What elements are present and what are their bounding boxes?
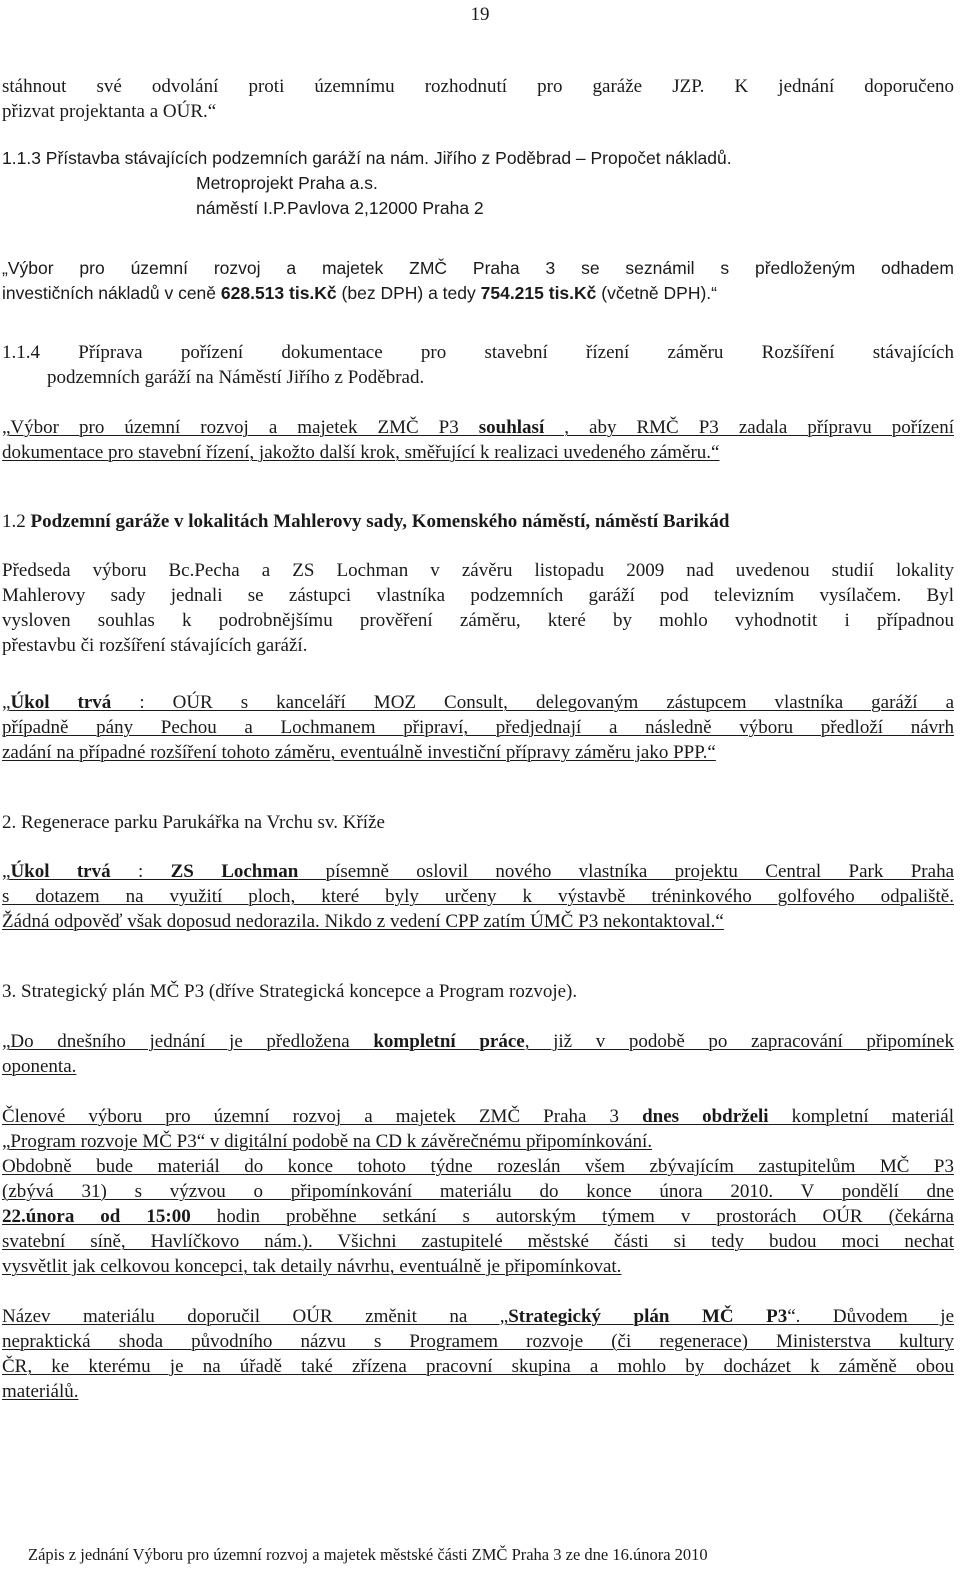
text-run: kompletní materiál xyxy=(768,1106,954,1127)
text-run: svatební síně, Havlíčkovo nám.). Všichni zastupitelé městské části si tedy budou moci nechat xyxy=(2,1231,954,1252)
text-line xyxy=(2,609,954,633)
text-line xyxy=(2,341,954,365)
text-run: případně pány Pechou a Lochmanem připraví, předjednají a následně výboru předloží návrh xyxy=(2,717,954,738)
text-run: : xyxy=(110,861,171,882)
text-line xyxy=(2,1380,79,1404)
text-run: stáhnout své odvolání proti územnímu rozhodnutí pro garáže JZP. K jednání doporučeno xyxy=(2,76,954,97)
bold-text: Strategický plán MČ P3 xyxy=(508,1306,788,1327)
text-run: „Do dnešního jednání je předložena xyxy=(2,1031,374,1052)
text-line xyxy=(2,860,954,884)
text-run: vysloven souhlas k podrobnějšímu prověření záměru, které by mohlo vyhodnotit i případnou xyxy=(2,610,954,631)
text-line xyxy=(2,1255,621,1279)
text-run: : OÚR s kanceláří MOZ Consult, delegovaným zástupcem vlastníka garáží a xyxy=(111,692,955,713)
text-line xyxy=(2,256,954,280)
text-line xyxy=(2,100,216,124)
text-run: zadání na případné rozšíření tohoto záměru, eventuálně investiční přípravy záměru jako PPP.“ xyxy=(2,742,716,763)
text-run: písemně oslovil nového vlastníka projektu Central Park Praha xyxy=(298,861,955,882)
text-run: , aby RMČ P3 zadala přípravu pořízení xyxy=(544,417,954,438)
text-line xyxy=(2,716,954,740)
text-run: s dotazem na využití ploch, které byly určeny k výstavbě tréninkového golfového odpaliště. xyxy=(2,886,954,907)
text-run: Obdobně bude materiál do konce tohoto týdne rozeslán všem zbývajícím zastupitelům MČ P3 xyxy=(2,1156,954,1177)
text-run: 1.2 xyxy=(2,511,31,532)
bold-text: souhlasí xyxy=(478,417,545,438)
text-run: „ xyxy=(2,692,11,713)
text-run: “. Důvodem je xyxy=(787,1306,955,1327)
text-run: materiálů. xyxy=(2,1381,79,1402)
text-line xyxy=(2,1130,652,1154)
text-run: (včetně DPH).“ xyxy=(596,283,717,303)
text-line xyxy=(2,1030,954,1054)
text-line xyxy=(2,281,717,305)
text-line xyxy=(2,1055,76,1079)
text-run: , již v podobě po zapracování připomínek xyxy=(524,1031,954,1052)
text-line xyxy=(196,196,484,220)
text-line xyxy=(2,510,729,534)
text-line xyxy=(2,584,954,608)
text-line xyxy=(2,691,954,715)
text-line xyxy=(2,1305,954,1329)
text-run: vysvětlit jak celkovou koncepci, tak detaily návrhu, eventuálně je připomínkovat. xyxy=(2,1256,622,1277)
text-line xyxy=(2,811,385,835)
text-line xyxy=(47,366,424,390)
text-line xyxy=(2,1330,954,1354)
text-line xyxy=(2,1105,954,1129)
text-run: (zbývá 31) s výzvou o připomínkování materiálu do konce února 2010. V pondělí dne xyxy=(2,1181,954,1202)
text-run: náměstí I.P.Pavlova 2,12000 Praha 2 xyxy=(196,198,484,218)
text-run: 1.1.4 Příprava pořízení dokumentace pro stavební řízení záměru Rozšíření stávajících xyxy=(2,342,954,363)
text-line xyxy=(2,741,716,765)
text-run: Členové výboru pro územní rozvoj a majetek ZMČ Praha 3 xyxy=(2,1106,643,1127)
text-run: „Program rozvoje MČ P3“ v digitální podobě na CD k závěrečnému připomínkování. xyxy=(2,1131,653,1152)
text-run: (bez DPH) a tedy xyxy=(336,283,481,303)
text-line xyxy=(2,441,720,465)
text-run: přizvat projektanta a OÚR.“ xyxy=(2,101,217,122)
page-number: 19 xyxy=(470,4,490,25)
text-line xyxy=(2,416,954,440)
text-line xyxy=(196,171,378,195)
bold-text: Podzemní garáže v lokalitách Mahlerovy sady, Komenského náměstí, náměstí Barikád xyxy=(30,511,730,532)
bold-text: Úkol trvá xyxy=(10,861,111,882)
text-line xyxy=(2,1155,954,1179)
text-run: investičních nákladů v ceně xyxy=(2,283,221,303)
text-run: Žádná odpověď však doposud nedorazila. Nikdo z vedení CPP zatím ÚMČ P3 nekontaktoval.“ xyxy=(2,911,724,932)
text-line xyxy=(2,910,724,934)
bold-text: kompletní práce xyxy=(373,1031,525,1052)
bold-text: 754.215 tis.Kč xyxy=(480,283,597,303)
text-line xyxy=(2,75,954,99)
text-line xyxy=(2,146,732,170)
text-run: přestavbu či rozšíření stávajících garáží. xyxy=(2,635,308,656)
text-line xyxy=(2,885,954,909)
bold-text: ZS Lochman xyxy=(170,861,299,882)
bold-text: 22.února od 15:00 xyxy=(2,1206,191,1227)
text-run: Mahlerovy sady jednali se zástupci vlastníka podzemních garáží pod televizním vysílačem. Byl xyxy=(2,585,954,606)
text-run: „ xyxy=(2,861,11,882)
bold-text: Úkol trvá xyxy=(10,692,112,713)
text-run: 2. Regenerace parku Parukářka na Vrchu sv. Kříže xyxy=(2,812,385,833)
text-run: Název materiálu doporučil OÚR změnit na „ xyxy=(2,1306,509,1327)
text-run: nepraktická shoda původního názvu s Programem rozvoje (či regenerace) Ministerstva kultury xyxy=(2,1331,954,1352)
text-run: podzemních garáží na Náměstí Jiřího z Poděbrad. xyxy=(47,367,425,388)
bold-text: dnes obdrželi xyxy=(642,1106,769,1127)
text-line xyxy=(2,1205,954,1229)
text-run: hodin proběhne setkání s autorským týmem v prostorách OÚR (čekárna xyxy=(190,1206,954,1227)
text-line xyxy=(2,634,307,658)
text-run: oponenta. xyxy=(2,1056,77,1077)
text-line xyxy=(2,1180,954,1204)
text-run: 3. Strategický plán MČ P3 (dříve Strategická koncepce a Program rozvoje). xyxy=(2,981,578,1002)
bold-text: 628.513 tis.Kč xyxy=(220,283,337,303)
text-line xyxy=(2,559,954,583)
text-run: Předseda výboru Bc.Pecha a ZS Lochman v závěru listopadu 2009 nad uvedenou studií lokality xyxy=(2,560,954,581)
text-run: dokumentace pro stavební řízení, jakožto další krok, směřující k realizaci uvedeného záměru.“ xyxy=(2,442,720,463)
text-run: 1.1.3 Přístavba stávajících podzemních garáží na nám. Jiřího z Poděbrad – Propočet nákladů. xyxy=(2,148,732,168)
text-run: ČR, ke kterému je na úřadě také zřízena pracovní skupina a mohlo by docházet k záměně obou xyxy=(2,1356,954,1377)
text-line xyxy=(2,980,577,1004)
text-run: „Výbor pro územní rozvoj a majetek ZMČ Praha 3 se seznámil s předloženým odhadem xyxy=(2,258,954,278)
text-line xyxy=(2,1355,954,1379)
text-line xyxy=(2,1230,954,1254)
text-run: „Výbor pro územní rozvoj a majetek ZMČ P3 xyxy=(2,417,479,438)
page-footer: Zápis z jednání Výboru pro územní rozvoj a majetek městské části ZMČ Praha 3 ze dne 16.února 2010 xyxy=(28,1545,708,1564)
text-run: Metroprojekt Praha a.s. xyxy=(196,173,378,193)
